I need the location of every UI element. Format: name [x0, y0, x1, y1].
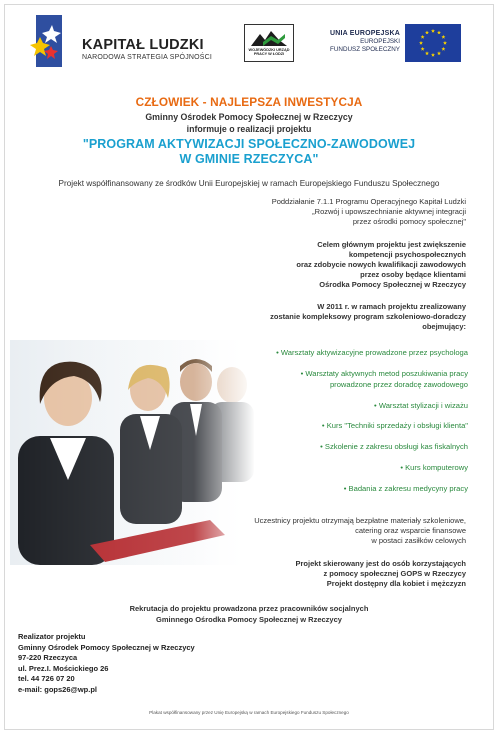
benefits-line3: w postaci zasiłków celowych	[371, 536, 466, 545]
goal-line3: oraz zdobycie nowych kwalifikacji zawodowych	[296, 260, 466, 269]
list-item: • Kurs "Techniki sprzedaży i obsługi klienta"	[321, 421, 468, 430]
cofinance-note: Projekt współfinansowany ze środków Unii Europejskiej w ramach Europejskiego Funduszu Społecznego	[58, 179, 440, 188]
list-item: • Warsztat stylizacji i wizażu	[374, 401, 468, 410]
org-line1: Gminny Ośrodek Pomocy Społecznej w Rzeczycy	[145, 112, 353, 122]
footnote: Plakat współfinansowany przez Unię Europejską w ramach Europejskiego Funduszu Społecznego	[149, 710, 349, 715]
list-item: • Warsztaty aktywizacyjne prowadzone przez psychologa	[276, 348, 468, 357]
program-intro-line1: W 2011 r. w ramach projektu zrealizowany	[317, 302, 466, 311]
contact-phone: tel. 44 726 07 20	[18, 674, 75, 684]
list-item: • Badania z zakresu medycyny pracy	[343, 484, 468, 493]
org-line2: informuje o realizacji projektu	[186, 124, 312, 134]
contact-block	[18, 632, 195, 696]
kapital-ludzki-emblem-icon	[28, 15, 70, 67]
program-line2: W GMINIE RZECZYCA"	[179, 152, 319, 166]
kapital-ludzki-subtitle: NARODOWA STRATEGIA SPÓJNOŚCI	[82, 54, 213, 61]
measure-block	[240, 197, 466, 227]
benefits-line2: catering oraz wsparcie finansowe	[355, 526, 466, 535]
target-line3: Projekt dostępny dla kobiet i mężczyzn	[326, 579, 466, 588]
contact-label: Realizator projektu	[18, 632, 86, 641]
list-item: • Kurs komputerowy	[400, 463, 468, 472]
eu-line3: FUNDUSZ SPOŁECZNY	[330, 46, 400, 53]
recruitment-line1: Rekrutacja do projektu prowadzona przez pracowników socjalnych	[129, 604, 369, 613]
business-people-photo	[10, 340, 255, 565]
program-intro-line2: zostanie kompleksowy program szkoleniowo-doradczy obejmujący:	[270, 312, 466, 331]
goal-line1: Celem głównym projektu jest zwiększenie	[317, 240, 466, 249]
benefits-block	[240, 516, 466, 546]
mountain-arrow-icon	[251, 28, 287, 48]
eu-line1: UNIA EUROPEJSKA	[329, 30, 400, 37]
eu-text-block	[318, 30, 400, 54]
recruitment-block	[0, 604, 498, 625]
measure-line3: przez ośrodki pomocy społecznej"	[352, 217, 466, 226]
target-line2: z pomocy społecznej GOPS w Rzeczycy	[323, 569, 466, 578]
contact-street: ul. Prez.I. Mościckiego 26	[18, 663, 109, 673]
program-intro	[240, 302, 466, 332]
goal-line5: Ośrodka Pomocy Społecznej w Rzeczycy	[319, 280, 466, 289]
contact-org: Gminny Ośrodek Pomocy Społecznej w Rzeczycy	[18, 642, 195, 652]
target-block	[240, 559, 466, 589]
organization-intro	[0, 111, 498, 135]
recruitment-line2: Gminnego Ośrodka Pomocy Społecznej w Rzeczycy	[156, 614, 342, 624]
program-line1: "PROGRAM AKTYWIZACJI SPOŁECZNO-ZAWODOWEJ	[82, 137, 416, 151]
goal-line2: kompetencji psychospołecznych	[348, 250, 466, 259]
target-line1: Projekt skierowany jest do osób korzystających	[295, 559, 466, 568]
list-item: • Warsztaty aktywnych metod poszukiwania pracy prowadzone przez doradcę zawodowego	[300, 369, 468, 389]
eu-flag-icon	[405, 24, 461, 62]
goal-block	[240, 240, 466, 290]
wup-logo	[244, 24, 294, 62]
headline: CZŁOWIEK - NAJLEPSZA INWESTYCJA	[135, 95, 363, 109]
measure-line2: „Rozwój i upowszechnianie aktywnej integracji	[312, 207, 466, 216]
program-title	[0, 137, 498, 167]
eu-line2: EUROPEJSKI	[360, 38, 400, 45]
kapital-ludzki-title: KAPITAŁ LUDZKI	[82, 37, 204, 53]
benefits-line1: Uczestnicy projektu otrzymają bezpłatne materiały szkoleniowe,	[254, 516, 466, 525]
list-item: • Szkolenie z zakresu obsługi kas fiskalnych	[320, 442, 468, 451]
wup-name: WOJEWÓDZKI URZĄD PRACY W ŁODZI	[248, 48, 290, 57]
goal-line4: przez osoby będące klientami	[360, 270, 466, 279]
contact-email: e-mail: gops26@wp.pl	[18, 684, 97, 694]
contact-postal: 97-220 Rzeczyca	[18, 653, 78, 663]
measure-line1: Poddziałanie 7.1.1 Programu Operacyjnego Kapitał Ludzki	[271, 197, 466, 206]
